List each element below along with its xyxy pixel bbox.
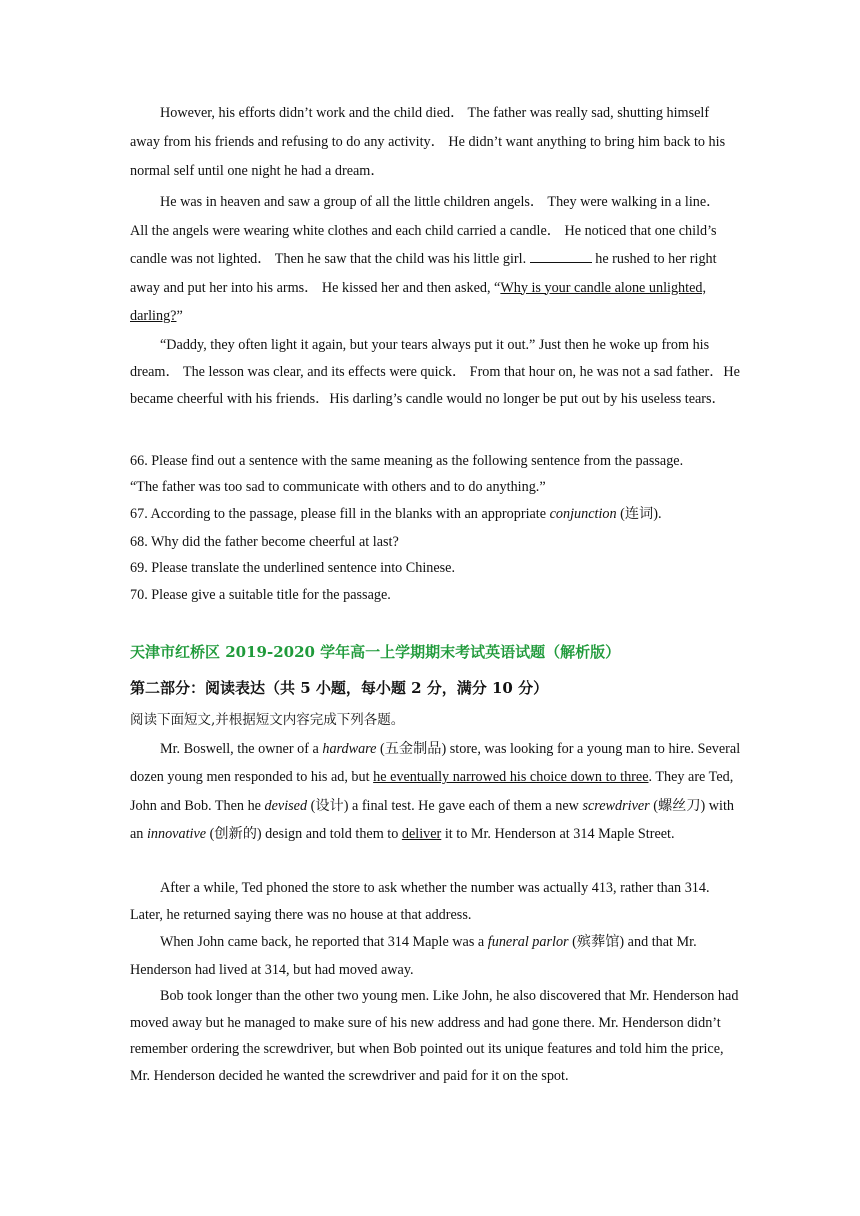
question-68: 68. Why did the father become cheerful at last? — [130, 534, 399, 550]
paragraph-text: (螺丝刀) with an — [130, 797, 735, 842]
passage2-paragraph-4: Bob took longer than the other two young men. Like John, he also discovered that Mr. Henderson had moved away but he managed to make sure of his new address and had gone there. Mr. Henderson didn’t remember ordering the screwdriver, but when Bob pointed out its unique features and told him the price, Mr. Henderson decided he wanted the screwdriver and paid for it on the spot. — [130, 988, 739, 1084]
vocab-word: hardware — [322, 741, 377, 757]
question-70: 70. Please give a suitable title for the passage. — [130, 587, 391, 603]
vocab-word: screwdriver — [582, 797, 650, 814]
paragraph-text: it to Mr. Henderson at 314 Maple Street. — [441, 825, 675, 842]
vocab-word: devised — [264, 797, 308, 814]
question-69: 69. Please translate the underlined sentence into Chinese. — [130, 560, 456, 576]
passage-paragraph-1: However, his efforts didn’t work and the child died． The father was really sad, shutting himself away from his friends and refusing to do any activity． He didn’t want anything to bring him back to his normal self until one night he had a dream． — [130, 105, 726, 179]
underlined-word: deliver — [401, 825, 442, 842]
question-text: (连词). — [616, 506, 662, 522]
passage-paragraph-2 — [130, 188, 740, 331]
paragraph-text: (五金制品) store, was looking for a young man to hire. Several dozen young men responded to his ad, but — [130, 741, 741, 786]
question-66: 66. Please find out a sentence with the same meaning as the following sentence from the passage. — [130, 453, 684, 469]
passage-paragraph-3: “Daddy, they often light it again, but your tears always put it out.” Just then he woke up from his dream． The lesson was clear, and its effects were quick． From that hour on, he was not a sad father．He became cheerful with his friends．His darling’s candle would no longer be put out by his useless tears． — [130, 337, 740, 407]
passage2-paragraph-3 — [130, 928, 742, 984]
paragraph-text: Mr. Boswell, the owner of a — [160, 741, 323, 757]
underlined-sentence: Why is your candle alone unlighted, darling? — [130, 279, 707, 324]
vocab-word: innovative — [146, 825, 207, 842]
exam-title: 天津市红桥区 2019-2020 学年高一上学期期末考试英语试题（解析版） — [130, 643, 621, 661]
passage2-paragraph-1 — [130, 735, 742, 848]
instruction-text: 阅读下面短文,并根据短文内容完成下列各题。 — [130, 712, 405, 728]
paragraph-text: (设计) a final test. He gave each of them a new — [307, 797, 583, 814]
passage2-paragraph-2: After a while, Ted phoned the store to ask whether the number was actually 413, rather than 314. Later, he returned saying there was no house at that address. — [130, 880, 710, 923]
question-66-quote: “The father was too sad to communicate with others and to do anything.” — [130, 479, 546, 495]
underlined-phrase: he eventually narrowed his choice down to three — [373, 769, 649, 786]
paragraph-text: ” — [176, 308, 183, 324]
section-heading: 第二部分：阅读表达（共 5 小题，每小题 2 分，满分 10 分） — [130, 679, 549, 697]
paragraph-text: (殡葬馆) and that Mr. Henderson had lived at 314, but had moved away. — [130, 934, 697, 978]
question-keyword: conjunction — [549, 506, 617, 522]
question-67 — [130, 501, 750, 527]
paragraph-text: He was in heaven and saw a group of all the little children angels． They were walking in a line． All the angels were wearing white clothes and each child carried a candle． He noticed that one child’s candle was not lighted． Then he saw that the child was his little girl. — [130, 194, 721, 267]
paragraph-text: (创新的) design and told them to — [206, 825, 402, 842]
paragraph-text: . They are Ted, John and Bob. Then he — [130, 769, 734, 814]
question-text: 67. According to the passage, please fill in the blanks with an appropriate — [130, 506, 550, 522]
answer-blank — [530, 250, 592, 263]
paragraph-text: he rushed to her right away and put her into his arms． He kissed her and then asked, “ — [130, 251, 717, 296]
paragraph-text: When John came back, he reported that 314 Maple was a — [160, 934, 488, 950]
vocab-word: funeral parlor — [487, 934, 569, 950]
